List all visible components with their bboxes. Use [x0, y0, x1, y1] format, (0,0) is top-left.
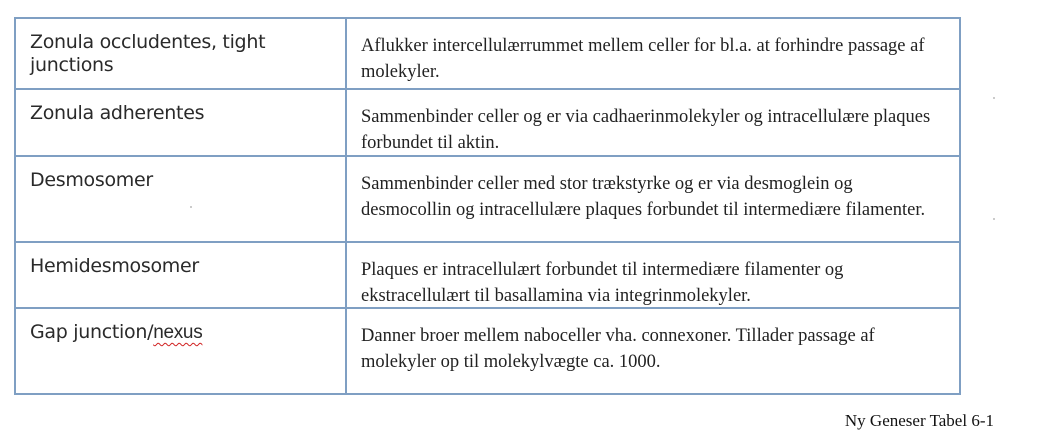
term-text: Hemidesmosomer: [30, 255, 199, 277]
term-cell: [16, 90, 347, 157]
term-cell: [16, 157, 347, 243]
table-caption: Ny Geneser Tabel 6-1: [844, 411, 994, 430]
scan-speck: [190, 206, 192, 208]
description-text: Plaques er intracellulært forbundet til intermediære filamenter og ekstracellulært til basallamina via integrinmolekyler.: [361, 260, 844, 306]
description-cell: [347, 157, 959, 243]
description-cell: [347, 309, 959, 393]
description-text: Sammenbinder celler med stor trækstyrke og er via desmoglein og desmocollin og intracellulære plaques forbundet til intermediære filamenter.: [361, 174, 926, 220]
scan-speck: [993, 97, 995, 99]
description-cell: [347, 90, 959, 157]
term-text-nexus: nexus: [153, 322, 203, 343]
description-text: Aflukker intercellulærrummet mellem celler for bl.a. at forhindre passage af molekyler.: [361, 36, 925, 82]
description-cell: [347, 243, 959, 309]
description-text: Sammenbinder celler og er via cadhaerinmolekyler og intracellulære plaques forbundet til aktin.: [361, 107, 931, 153]
term-text: Desmosomer: [30, 169, 153, 191]
junctions-table: [14, 17, 961, 395]
term-text-prefix: Gap junction/: [30, 321, 154, 343]
description-text: Danner broer mellem naboceller vha. connexoner. Tillader passage af molekyler op til molekylvægte ca. 1000.: [361, 326, 875, 372]
term-cell: [16, 243, 347, 309]
description-cell: [347, 19, 959, 90]
scan-speck: [993, 218, 995, 220]
term-text: Zonula adherentes: [30, 102, 205, 124]
term-cell: [16, 309, 347, 393]
term-text: Zonula occludentes, tight junctions: [30, 31, 266, 76]
term-cell: [16, 19, 347, 90]
